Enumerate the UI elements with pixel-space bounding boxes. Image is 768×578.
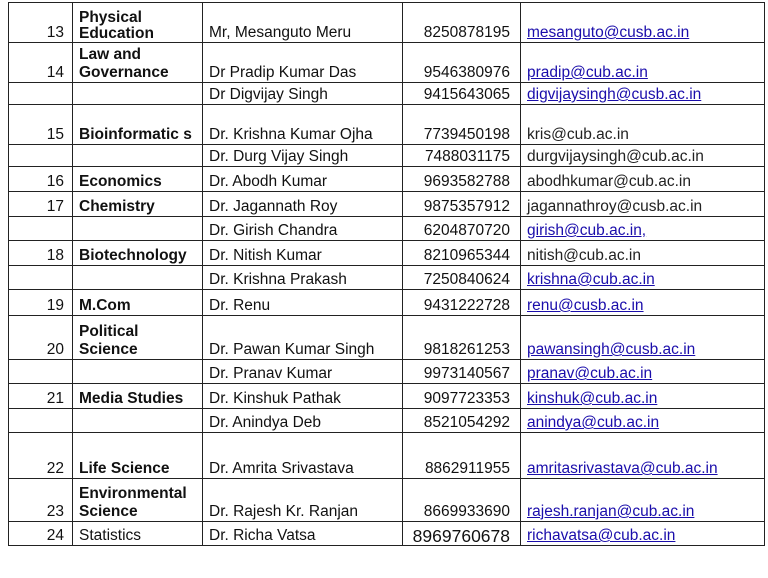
row-number [9,360,73,384]
department-name: Bioinformatic s [73,105,203,145]
phone-number: 8862911955 [403,433,521,479]
email-cell [521,409,765,433]
faculty-name: Dr. Pranav Kumar [203,360,403,384]
email-link[interactable]: krishna@cub.ac.in [527,271,655,288]
email-link[interactable]: kinshuk@cub.ac.in [527,390,658,407]
department-name: Political Science [73,316,203,360]
row-number [9,409,73,433]
phone-number: 8210965344 [403,241,521,266]
phone-number: 9973140567 [403,360,521,384]
email-cell [521,83,765,105]
email-link[interactable]: renu@cusb.ac.in [527,297,644,314]
email-cell [521,316,765,360]
table-row [9,522,765,546]
email-cell [521,105,765,145]
table-row [9,409,765,433]
department-name: Media Studies [73,384,203,409]
email-cell [521,241,765,266]
faculty-name: Dr. Jagannath Roy [203,192,403,217]
email-cell [521,433,765,479]
faculty-name: Dr. Kinshuk Pathak [203,384,403,409]
email-link[interactable]: richavatsa@cub.ac.in [527,527,676,544]
phone-number: 8521054292 [403,409,521,433]
department-name: Chemistry [73,192,203,217]
table-row [9,83,765,105]
row-number: 13 [9,3,73,43]
table-row [9,192,765,217]
row-number: 24 [9,522,73,546]
phone-number: 7739450198 [403,105,521,145]
table-row [9,316,765,360]
table-row [9,3,765,43]
row-number: 20 [9,316,73,360]
table-row [9,290,765,316]
phone-number: 8250878195 [403,3,521,43]
email-link[interactable]: rajesh.ranjan@cub.ac.in [527,503,695,520]
email-link[interactable]: digvijaysingh@cusb.ac.in [527,86,702,103]
department-name [73,145,203,167]
table-row [9,105,765,145]
email-cell [521,192,765,217]
faculty-name: Dr. Krishna Prakash [203,266,403,290]
email-text: kris@cub.ac.in [527,126,629,143]
faculty-name: Dr. Pawan Kumar Singh [203,316,403,360]
faculty-name: Dr. Krishna Kumar Ojha [203,105,403,145]
table-row [9,360,765,384]
email-text: jagannathroy@cusb.ac.in [527,198,703,215]
table-row [9,266,765,290]
table-row [9,384,765,409]
phone-number: 9415643065 [403,83,521,105]
department-name [73,360,203,384]
row-number: 21 [9,384,73,409]
email-cell [521,145,765,167]
email-cell [521,3,765,43]
email-cell [521,43,765,83]
email-link[interactable]: pradip@cub.ac.in [527,64,648,81]
table-body [9,3,765,546]
department-name [73,83,203,105]
phone-number: 9097723353 [403,384,521,409]
phone-number: 8969760678 [403,522,521,546]
table-row [9,145,765,167]
faculty-name: Dr. Richa Vatsa [203,522,403,546]
email-link[interactable]: girish@cub.ac.in, [527,222,647,239]
email-link[interactable]: pranav@cub.ac.in [527,365,653,382]
faculty-contact-table [8,2,765,546]
table-row [9,43,765,83]
email-cell [521,384,765,409]
row-number: 17 [9,192,73,217]
faculty-name: Dr. Amrita Srivastava [203,433,403,479]
row-number: 23 [9,479,73,522]
faculty-name: Dr. Renu [203,290,403,316]
email-cell [521,522,765,546]
phone-number: 7488031175 [403,145,521,167]
department-name [73,409,203,433]
phone-number: 8669933690 [403,479,521,522]
faculty-name: Dr. Durg Vijay Singh [203,145,403,167]
email-cell [521,360,765,384]
email-cell [521,217,765,241]
email-link[interactable]: mesanguto@cusb.ac.in [527,24,690,41]
email-cell [521,479,765,522]
email-text: durgvijaysingh@cub.ac.in [527,148,704,165]
row-number: 19 [9,290,73,316]
phone-number: 9693582788 [403,167,521,192]
email-cell [521,167,765,192]
faculty-name: Dr. Abodh Kumar [203,167,403,192]
department-name: Law and Governance [73,43,203,83]
faculty-name: Dr. Anindya Deb [203,409,403,433]
department-name: M.Com [73,290,203,316]
email-link[interactable]: amritasrivastava@cub.ac.in [527,460,718,477]
department-name: Economics [73,167,203,192]
faculty-name: Mr, Mesanguto Meru [203,3,403,43]
row-number [9,217,73,241]
phone-number: 7250840624 [403,266,521,290]
row-number: 22 [9,433,73,479]
row-number: 14 [9,43,73,83]
department-name: Life Science [73,433,203,479]
phone-number: 9875357912 [403,192,521,217]
table-row [9,241,765,266]
email-link[interactable]: pawansingh@cusb.ac.in [527,341,696,358]
table-row [9,167,765,192]
row-number [9,266,73,290]
phone-number: 9546380976 [403,43,521,83]
department-name: Environmental Science [73,479,203,522]
faculty-name: Dr. Girish Chandra [203,217,403,241]
email-text: abodhkumar@cub.ac.in [527,173,691,190]
email-link[interactable]: anindya@cub.ac.in [527,414,660,431]
row-number [9,83,73,105]
row-number [9,145,73,167]
faculty-name: Dr Pradip Kumar Das [203,43,403,83]
row-number: 15 [9,105,73,145]
row-number: 18 [9,241,73,266]
faculty-name: Dr Digvijay Singh [203,83,403,105]
table-row [9,433,765,479]
row-number: 16 [9,167,73,192]
table-row [9,217,765,241]
email-cell [521,266,765,290]
department-name: Statistics [73,522,203,546]
email-cell [521,290,765,316]
faculty-name: Dr. Nitish Kumar [203,241,403,266]
phone-number: 9818261253 [403,316,521,360]
faculty-name: Dr. Rajesh Kr. Ranjan [203,479,403,522]
table-row [9,479,765,522]
department-name: Physical Education [73,3,203,43]
email-text: nitish@cub.ac.in [527,247,641,264]
phone-number: 9431222728 [403,290,521,316]
department-name [73,217,203,241]
department-name [73,266,203,290]
phone-number: 6204870720 [403,217,521,241]
department-name: Biotechnology [73,241,203,266]
